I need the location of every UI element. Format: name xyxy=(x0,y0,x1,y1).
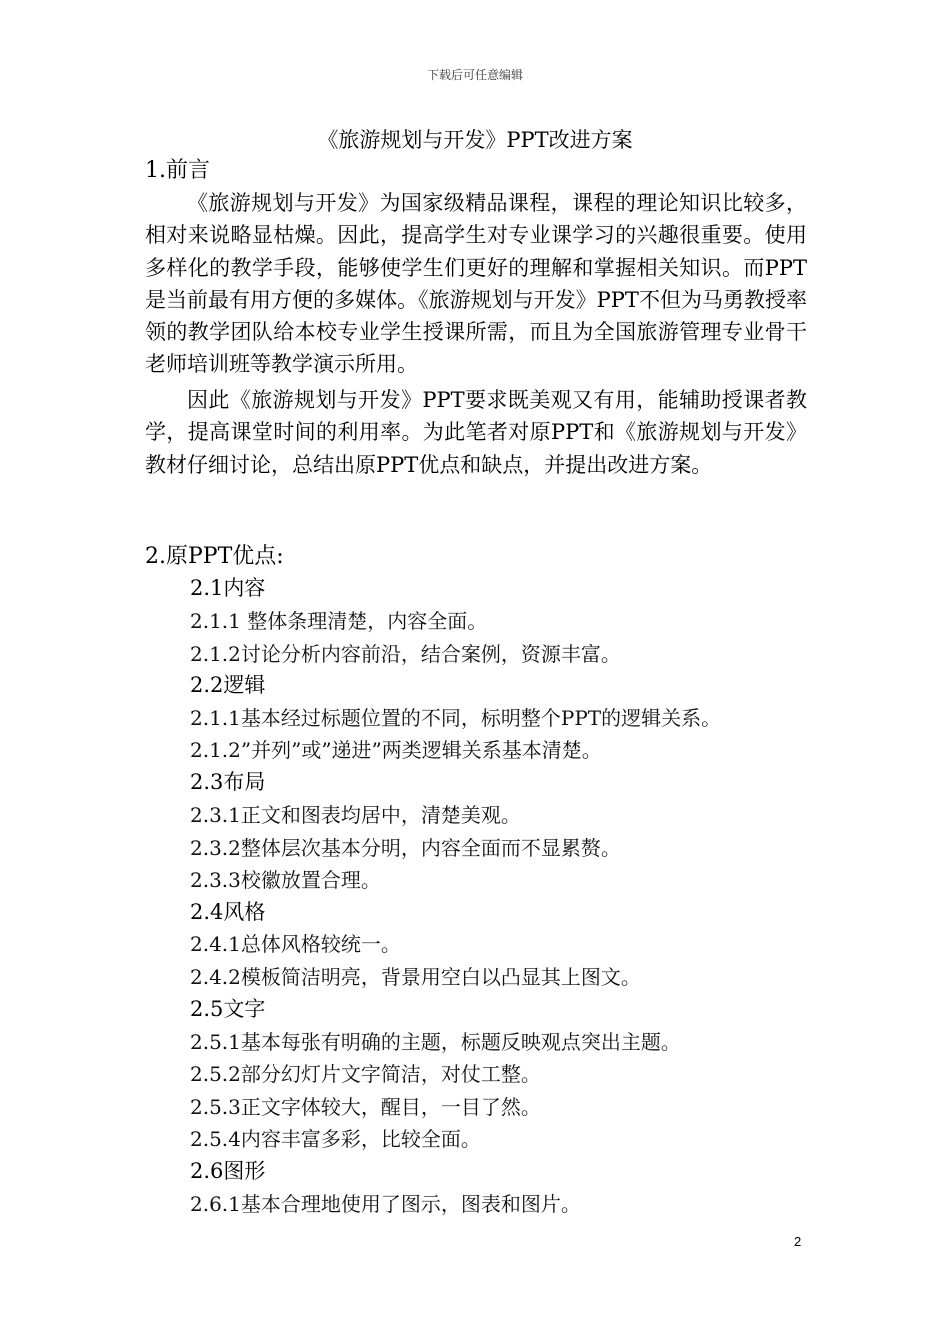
page-number: 2 xyxy=(794,1234,802,1249)
list-item: 2.1.1 整体条理清楚，内容全面。 xyxy=(190,609,488,633)
list-item: 2.3.1正文和图表均居中，清楚美观。 xyxy=(190,803,521,827)
list-item: 2.6.1基本合理地使用了图示，图表和图片。 xyxy=(190,1192,581,1216)
list-item: 2.4.2模板简洁明亮，背景用空白以凸显其上图文。 xyxy=(190,965,641,989)
subsection-heading-graphics: 2.6图形 xyxy=(190,1159,266,1183)
list-item: 2.5.2部分幻灯片文字简洁，对仗工整。 xyxy=(190,1062,541,1086)
preface-paragraph-2: 因此《旅游规划与开发》PPT要求既美观又有用，能辅助授课者教学，提高课堂时间的利用率。为此笔者对原PPT和《旅游规划与开发》教材仔细讨论，总结出原PPT优点和缺点，并提出改进方案。 xyxy=(145,388,807,477)
list-item: 2.1.2”并列”或”递进”两类逻辑关系基本清楚。 xyxy=(190,738,602,762)
list-item: 2.5.1基本每张有明确的主题，标题反映观点突出主题。 xyxy=(190,1030,681,1054)
section-heading-preface: 1.前言 xyxy=(145,158,210,183)
section-heading-advantages: 2.原PPT优点: xyxy=(145,544,284,569)
subsection-heading-text: 2.5文字 xyxy=(190,997,266,1021)
preface-paragraph-1: 《旅游规划与开发》为国家级精品课程，课程的理论知识比较多，相对来说略显枯燥。因此，提高学生对专业课学习的兴趣很重要。使用多样化的教学手段，能够使学生们更好的理解和掌握相关知识。而PPT是当前最有用方便的多媒体。《旅游规划与开发》PPT不但为马勇教授率领的教学团队给本校专业学生授课所需，而且为全国旅游管理专业骨干老师培训班等教学演示所用。 xyxy=(145,191,807,377)
list-item: 2.1.1基本经过标题位置的不同，标明整个PPT的逻辑关系。 xyxy=(190,706,722,730)
list-item: 2.1.2讨论分析内容前沿，结合案例，资源丰富。 xyxy=(190,642,621,666)
list-item: 2.5.4内容丰富多彩，比较全面。 xyxy=(190,1127,481,1151)
list-item: 2.3.2整体层次基本分明，内容全面而不显累赘。 xyxy=(190,836,621,860)
document-title: 《旅游规划与开发》PPT改进方案 xyxy=(317,128,633,152)
subsection-heading-content: 2.1内容 xyxy=(190,576,266,600)
header-note: 下载后可任意编辑 xyxy=(426,68,523,82)
list-item: 2.3.3校徽放置合理。 xyxy=(190,868,381,892)
list-item: 2.4.1总体风格较统一。 xyxy=(190,932,401,956)
subsection-heading-logic: 2.2逻辑 xyxy=(190,673,266,697)
subsection-heading-style: 2.4风格 xyxy=(190,900,266,924)
list-item: 2.5.3正文字体较大，醒目，一目了然。 xyxy=(190,1095,541,1119)
subsection-heading-layout: 2.3布局 xyxy=(190,770,266,794)
